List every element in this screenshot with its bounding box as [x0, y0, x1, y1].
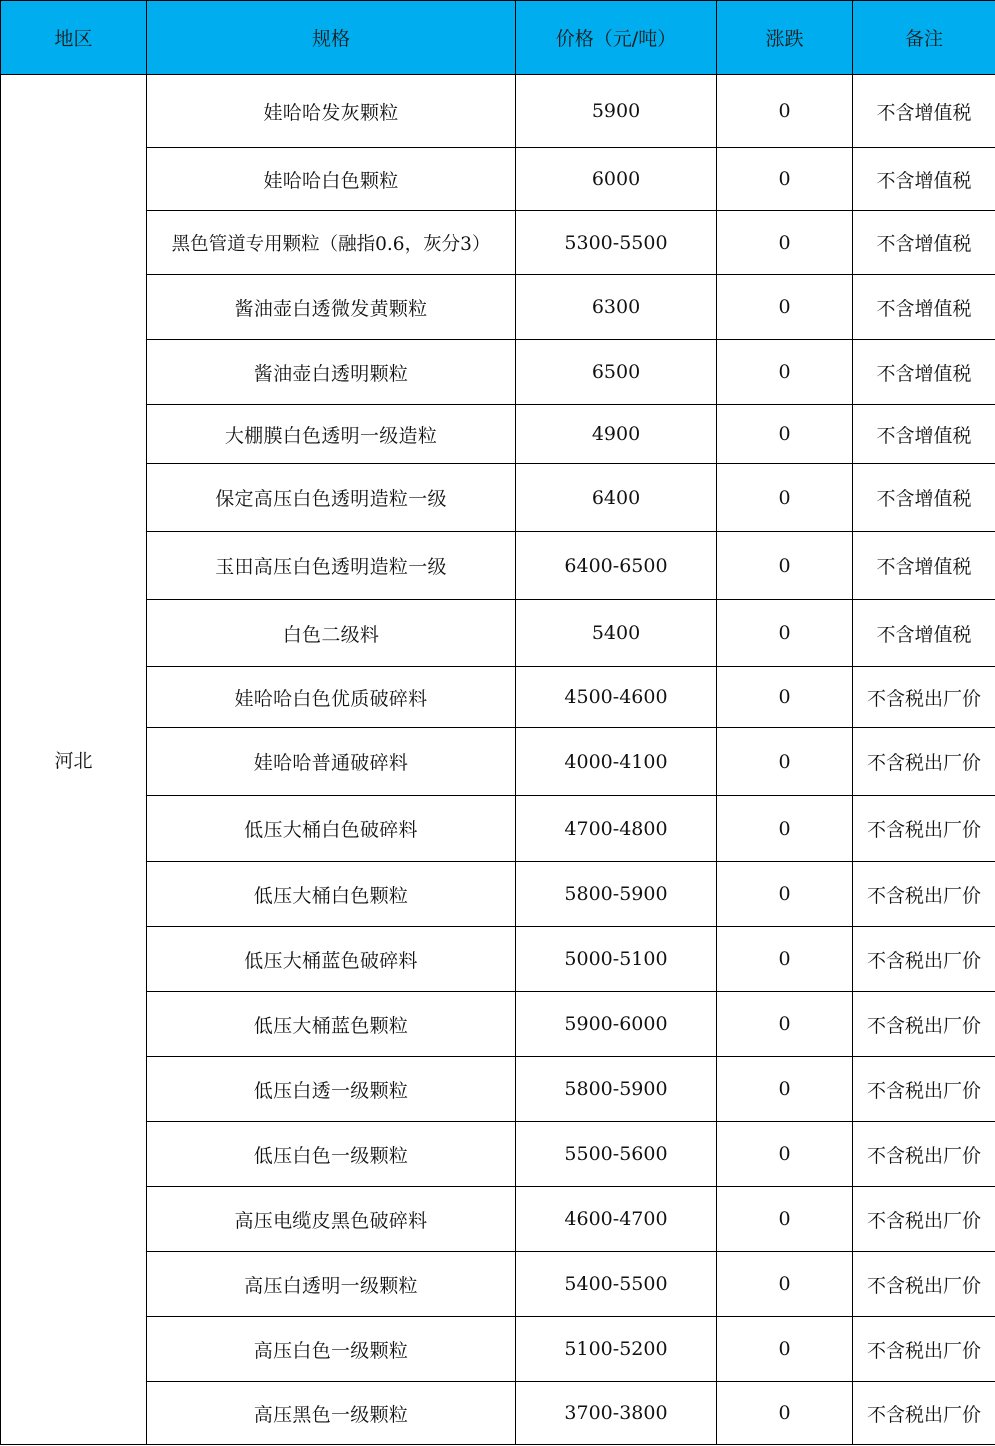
header-spec: 规格 — [147, 1, 516, 75]
price-cell: 5300-5500 — [516, 211, 717, 275]
note-cell: 不含税出厂价 — [853, 1122, 995, 1187]
spec-cell: 高压白透明一级颗粒 — [147, 1252, 516, 1317]
note-cell: 不含税出厂价 — [853, 1057, 995, 1122]
spec-cell: 娃哈哈普通破碎料 — [147, 728, 516, 796]
spec-cell: 高压电缆皮黑色破碎料 — [147, 1187, 516, 1252]
table-row — [1, 405, 995, 464]
spec-cell: 玉田高压白色透明造粒一级 — [147, 532, 516, 600]
table-row — [1, 211, 995, 275]
price-cell: 5400-5500 — [516, 1252, 717, 1317]
price-cell: 6500 — [516, 340, 717, 405]
change-cell: 0 — [717, 75, 853, 148]
change-cell: 0 — [717, 796, 853, 862]
price-cell: 5000-5100 — [516, 927, 717, 992]
change-cell: 0 — [717, 1252, 853, 1317]
change-cell: 0 — [717, 464, 853, 532]
price-cell: 6000 — [516, 148, 717, 211]
note-cell: 不含增值税 — [853, 600, 995, 667]
price-cell: 4700-4800 — [516, 796, 717, 862]
spec-cell: 低压大桶蓝色破碎料 — [147, 927, 516, 992]
note-cell: 不含税出厂价 — [853, 796, 995, 862]
price-cell: 6400-6500 — [516, 532, 717, 600]
header-row — [1, 1, 995, 75]
change-cell: 0 — [717, 1122, 853, 1187]
table-row — [1, 1057, 995, 1122]
spec-cell: 酱油壶白透明颗粒 — [147, 340, 516, 405]
table-row — [1, 1252, 995, 1317]
price-cell: 5800-5900 — [516, 862, 717, 927]
note-cell: 不含增值税 — [853, 340, 995, 405]
note-cell: 不含税出厂价 — [853, 1382, 995, 1445]
spec-cell: 娃哈哈白色优质破碎料 — [147, 667, 516, 728]
table-row — [1, 532, 995, 600]
price-cell: 5900-6000 — [516, 992, 717, 1057]
region-cell: 河北 — [1, 75, 147, 1445]
table-row — [1, 1122, 995, 1187]
change-cell: 0 — [717, 1057, 853, 1122]
change-cell: 0 — [717, 340, 853, 405]
table-row — [1, 796, 995, 862]
table-row — [1, 148, 995, 211]
spec-cell: 大棚膜白色透明一级造粒 — [147, 405, 516, 464]
table-row — [1, 1317, 995, 1382]
spec-cell: 高压白色一级颗粒 — [147, 1317, 516, 1382]
change-cell: 0 — [717, 275, 853, 340]
note-cell: 不含税出厂价 — [853, 667, 995, 728]
spec-cell: 低压大桶白色颗粒 — [147, 862, 516, 927]
note-cell: 不含税出厂价 — [853, 927, 995, 992]
table-row — [1, 75, 995, 148]
spec-cell: 保定高压白色透明造粒一级 — [147, 464, 516, 532]
change-cell: 0 — [717, 1317, 853, 1382]
spec-cell: 低压大桶蓝色颗粒 — [147, 992, 516, 1057]
spec-cell: 低压白色一级颗粒 — [147, 1122, 516, 1187]
change-cell: 0 — [717, 600, 853, 667]
change-cell: 0 — [717, 667, 853, 728]
table-row — [1, 275, 995, 340]
spec-cell: 低压大桶白色破碎料 — [147, 796, 516, 862]
spec-cell: 娃哈哈发灰颗粒 — [147, 75, 516, 148]
header-note: 备注 — [853, 1, 995, 75]
spec-cell: 酱油壶白透微发黄颗粒 — [147, 275, 516, 340]
table-row — [1, 862, 995, 927]
change-cell: 0 — [717, 405, 853, 464]
table-row — [1, 992, 995, 1057]
note-cell: 不含增值税 — [853, 211, 995, 275]
price-cell: 5100-5200 — [516, 1317, 717, 1382]
change-cell: 0 — [717, 1187, 853, 1252]
spec-cell: 高压黑色一级颗粒 — [147, 1382, 516, 1445]
price-cell: 5500-5600 — [516, 1122, 717, 1187]
table-row — [1, 1187, 995, 1252]
note-cell: 不含增值税 — [853, 464, 995, 532]
note-cell: 不含税出厂价 — [853, 992, 995, 1057]
price-cell: 4600-4700 — [516, 1187, 717, 1252]
table-row — [1, 464, 995, 532]
spec-cell: 低压白透一级颗粒 — [147, 1057, 516, 1122]
spec-cell: 白色二级料 — [147, 600, 516, 667]
price-cell: 5900 — [516, 75, 717, 148]
header-price: 价格（元/吨） — [516, 1, 717, 75]
price-cell: 4000-4100 — [516, 728, 717, 796]
change-cell: 0 — [717, 927, 853, 992]
note-cell: 不含税出厂价 — [853, 728, 995, 796]
note-cell: 不含税出厂价 — [853, 1317, 995, 1382]
note-cell: 不含税出厂价 — [853, 862, 995, 927]
spec-cell: 黑色管道专用颗粒（融指0.6，灰分3） — [147, 211, 516, 275]
note-cell: 不含税出厂价 — [853, 1187, 995, 1252]
table-row — [1, 340, 995, 405]
header-change: 涨跌 — [717, 1, 853, 75]
price-cell: 5800-5900 — [516, 1057, 717, 1122]
price-cell: 3700-3800 — [516, 1382, 717, 1445]
change-cell: 0 — [717, 1382, 853, 1445]
note-cell: 不含税出厂价 — [853, 1252, 995, 1317]
change-cell: 0 — [717, 532, 853, 600]
table-row — [1, 927, 995, 992]
note-cell: 不含增值税 — [853, 405, 995, 464]
change-cell: 0 — [717, 148, 853, 211]
price-cell: 5400 — [516, 600, 717, 667]
table-row — [1, 1382, 995, 1445]
price-cell: 6400 — [516, 464, 717, 532]
change-cell: 0 — [717, 862, 853, 927]
price-cell: 4500-4600 — [516, 667, 717, 728]
table-row — [1, 600, 995, 667]
price-cell: 6300 — [516, 275, 717, 340]
header-region: 地区 — [1, 1, 147, 75]
change-cell: 0 — [717, 992, 853, 1057]
note-cell: 不含增值税 — [853, 148, 995, 211]
change-cell: 0 — [717, 211, 853, 275]
note-cell: 不含增值税 — [853, 75, 995, 148]
spec-cell: 娃哈哈白色颗粒 — [147, 148, 516, 211]
note-cell: 不含增值税 — [853, 275, 995, 340]
price-cell: 4900 — [516, 405, 717, 464]
table-row — [1, 728, 995, 796]
note-cell: 不含增值税 — [853, 532, 995, 600]
table-row — [1, 667, 995, 728]
change-cell: 0 — [717, 728, 853, 796]
